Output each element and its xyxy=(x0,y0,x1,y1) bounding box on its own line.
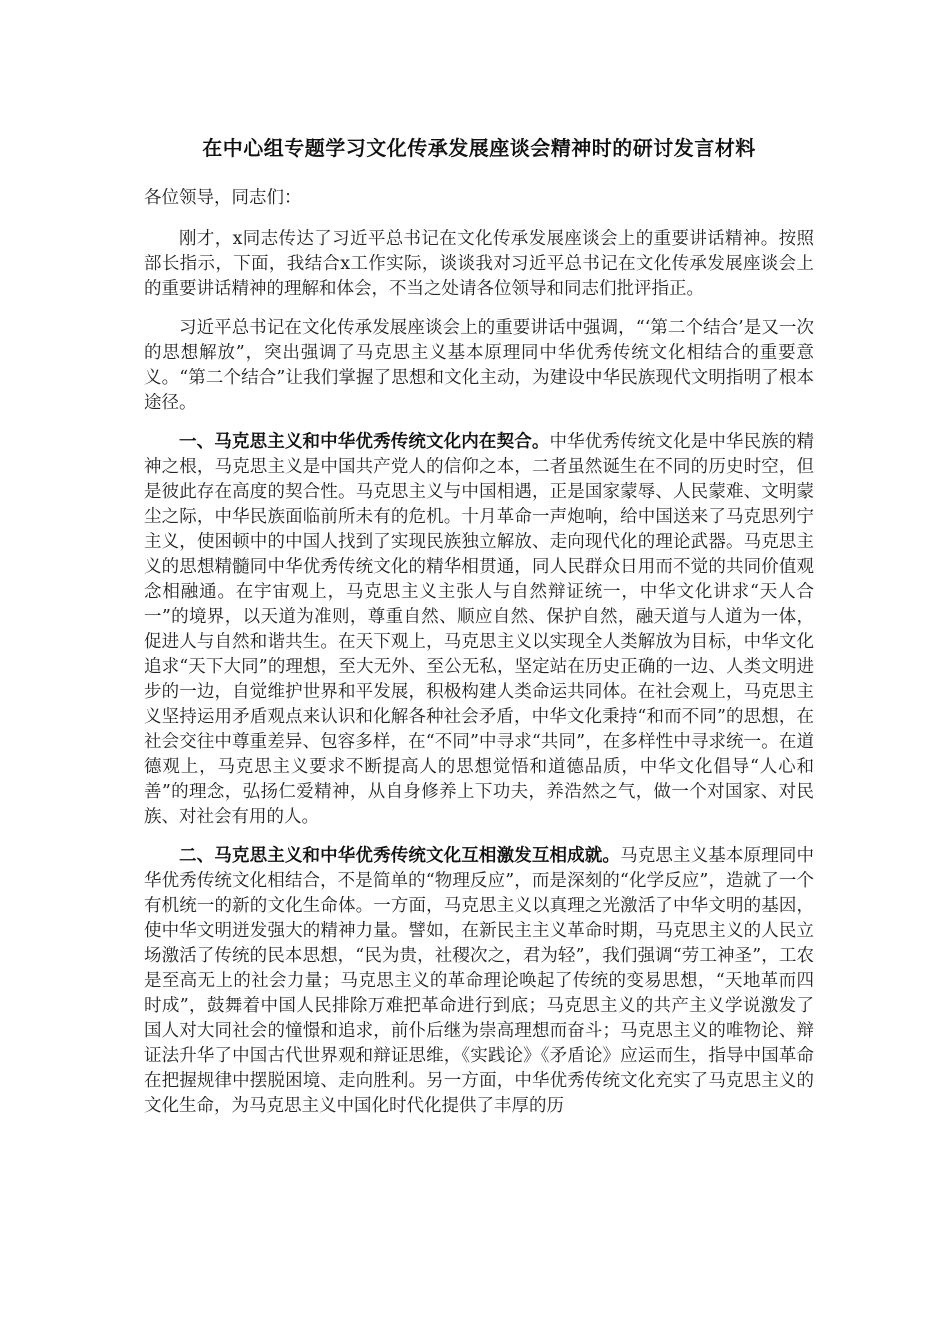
paragraph-intro xyxy=(144,227,814,302)
paragraph-text: 中华优秀传统文化是中华民族的精神之根，马克思主义是中国共产党人的信仰之本，二者虽然诞生在不同的历史时空，但是彼此存在高度的契合性。马克思主义与中国相遇，正是国家蒙辱、人民蒙难、文明蒙尘之际，中华民族面临前所未有的危机。十月革命一声炮响，给中国送来了马克思列宁主义，使困顿中的中国人找到了实现民族独立解放、走向现代化的理论武器。马克思主义的思想精髓同中华优秀传统文化的精华相贯通，同人民群众日用而不觉的共同价值观念相融通。在宇宙观上，马克思主义主张人与自然辩证统一，中华文化讲求“天人合一”的境界，以天道为准则，尊重自然、顺应自然、保护自然，融天道与人道为一体，促进人与自然和谐共生。在天下观上，马克思主义以实现全人类解放为目标，中华文化追求“天下大同”的理想，至大无外、至公无私，坚定站在历史正确的一边、人类文明进步的一边，自觉维护世界和平发展，积极构建人类命运共同体。在社会观上，马克思主义坚持运用矛盾观点来认识和化解各种社会矛盾，中华文化秉持“和而不同”的思想，在社会交往中尊重差异、包容多样，在“不同”中寻求“共同”，在多样性中寻求统一。在道德观上，马克思主义要求不断提高人的思想觉悟和道德品质，中华文化倡导“人心和善”的理念，弘扬仁爱精神，从自身修养上下功夫，养浩然之气，做一个对国家、对民族、对社会有用的人。 xyxy=(144,432,814,827)
salutation: 各位领导，同志们： xyxy=(144,188,302,208)
paragraph-section-one xyxy=(144,430,814,830)
paragraph-text: 刚才，x同志传达了习近平总书记在文化传承发展座谈会上的重要讲话精神。按照部长指示，下面，我结合x工作实际，谈谈我对习近平总书记在文化传承发展座谈会上的重要讲话精神的理解和体会，不当之处请各位领导和同志们批评指正。 xyxy=(144,229,814,299)
document-title: 在中心组专题学习文化传承发展座谈会精神时的研讨发言材料 xyxy=(202,136,756,160)
paragraph-second-combination xyxy=(144,316,814,416)
document-page xyxy=(144,128,814,1133)
paragraph-text: 习近平总书记在文化传承发展座谈会上的重要讲话中强调，“‘第二个结合’是又一次的思想解放”，突出强调了马克思主义基本原理同中华优秀传统文化相结合的重要意义。“第二个结合”让我们掌握了思想和文化主动，为建设中华民族现代文明指明了根本途径。 xyxy=(144,318,814,413)
paragraph-section-two xyxy=(144,844,814,1119)
section-heading: 二、马克思主义和中华优秀传统文化互相激发互相成就。 xyxy=(179,846,621,866)
paragraph-text: 马克思主义基本原理同中华优秀传统文化相结合，不是简单的“物理反应”，而是深刻的“化学反应”，造就了一个有机统一的新的文化生命体。一方面，马克思主义以真理之光激活了中华文明的基因，使中华文明迸发强大的精神力量。譬如，在新民主主义革命时期，马克思主义的人民立场激活了传统的民本思想，“民为贵，社稷次之，君为轻”，我们强调“劳工神圣”，工农是至高无上的社会力量；马克思主义的革命理论唤起了传统的变易思想，“天地革而四时成”，鼓舞着中国人民排除万难把革命进行到底；马克思主义的共产主义学说激发了国人对大同社会的憧憬和追求，前仆后继为崇高理想而奋斗；马克思主义的唯物论、辩证法升华了中国古代世界观和辩证思维，《实践论》《矛盾论》应运而生，指导中国革命在把握规律中摆脱困境、走向胜利。另一方面，中华优秀传统文化充实了马克思主义的文化生命，为马克思主义中国化时代化提供了丰厚的历 xyxy=(144,846,815,1116)
section-heading: 一、马克思主义和中华优秀传统文化内在契合。 xyxy=(179,432,550,452)
